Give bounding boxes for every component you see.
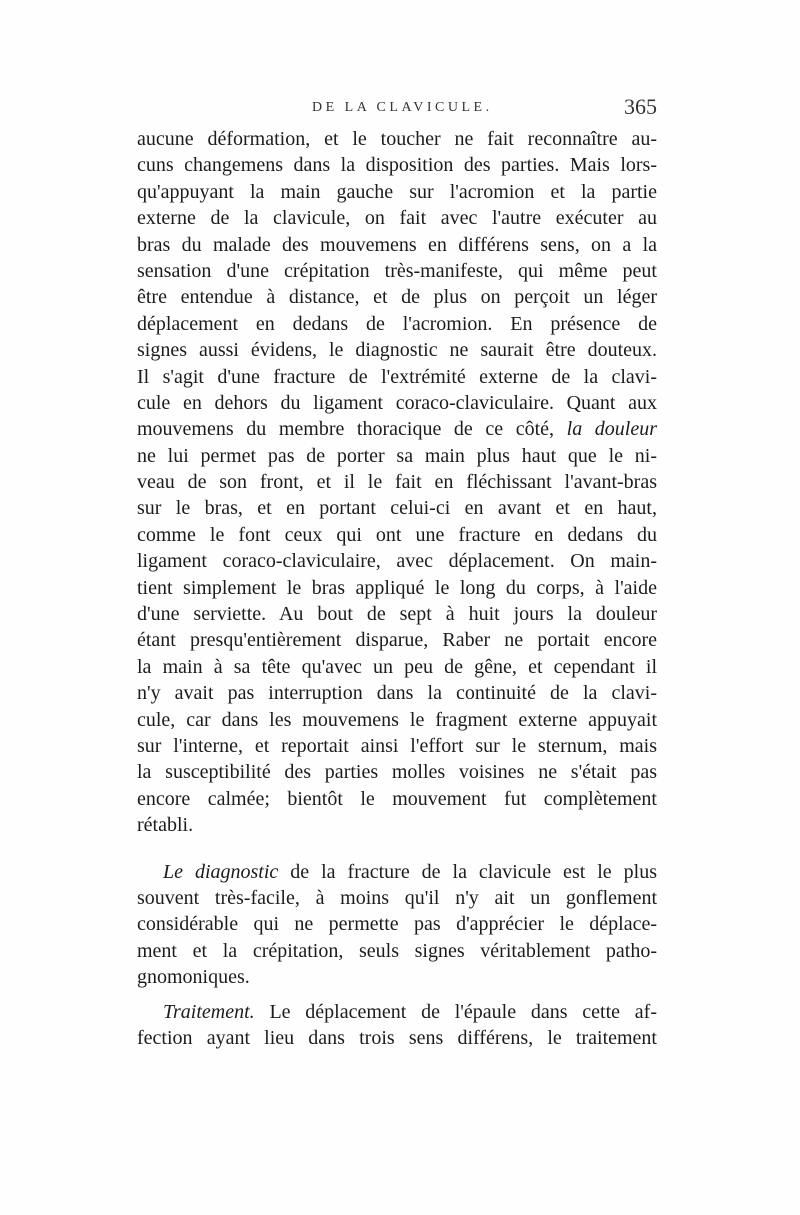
text-line: veau de son front, et il le fait en fléchissant l'avant-bras <box>137 471 657 494</box>
paragraph-traitement <box>137 999 657 1052</box>
text-line: bras du malade des mouvemens en différens sens, on a la <box>137 233 657 256</box>
text-line: ne lui permet pas de porter sa main plus haut que le ni- <box>137 444 657 467</box>
text-line: Il s'agit d'une fracture de l'extrémité externe de la clavi- <box>137 365 657 388</box>
text-line: aucune déformation, et le toucher ne fait reconnaître au- <box>137 128 657 150</box>
text-line-mixed <box>137 859 657 885</box>
italic-phrase-douleur: la douleur <box>566 418 657 441</box>
text-line: qu'appuyant la main gauche sur l'acromion et la partie <box>137 180 657 203</box>
text-line: ligament coraco-claviculaire, avec déplacement. On main- <box>137 550 657 573</box>
text-line: fection ayant lieu dans trois sens différens, le traitement <box>137 1026 657 1049</box>
text-line-mixed <box>137 416 657 442</box>
text-line: la main à sa tête qu'avec un peu de gêne, et cependant il <box>137 655 657 678</box>
text-line: sur le bras, et en portant celui-ci en avant et en haut, <box>137 497 657 520</box>
text-line: sur l'interne, et reportait ainsi l'effort sur le sternum, mais <box>137 734 657 757</box>
italic-lead-diagnostic: Le diagnostic <box>163 860 279 883</box>
text-line: déplacement en dedans de l'acromion. En présence de <box>137 312 657 335</box>
text-line: signes aussi évidens, le diagnostic ne saurait être douteux. <box>137 339 657 362</box>
text-line: comme le font ceux qui ont une fracture en dedans du <box>137 523 657 546</box>
text-line: cule en dehors du ligament coraco-claviculaire. Quant aux <box>137 391 657 414</box>
italic-lead-traitement: Traitement. <box>163 1000 255 1023</box>
text-line: souvent très-facile, à moins qu'il n'y ait un gonflement <box>137 886 657 909</box>
body-text <box>137 126 657 1051</box>
text-line: cule, car dans les mouvemens le fragment externe appuyait <box>137 708 657 731</box>
text-line: sensation d'une crépitation très-manifeste, qui même peut <box>137 259 657 282</box>
text-segment: mouvemens du membre thoracique de ce côté, <box>137 418 555 441</box>
text-line: n'y avait pas interruption dans la continuité de la clavi- <box>137 682 657 705</box>
paragraph-diagnostic <box>137 859 657 991</box>
text-line: d'une serviette. Au bout de sept à huit jours la douleur <box>137 603 657 626</box>
text-line: rétabli. <box>137 814 194 837</box>
paragraph-gap <box>137 991 657 999</box>
text-line: gnomoniques. <box>137 966 250 989</box>
text-line: ment et la crépitation, seuls signes véritablement patho- <box>137 939 657 962</box>
paragraph-case-description <box>137 126 657 839</box>
text-line: tient simplement le bras appliqué le long du corps, à l'aide <box>137 576 657 599</box>
text-segment: de la fracture de la clavicule est le plus <box>290 860 657 883</box>
text-segment: Le déplacement de l'épaule dans cette af- <box>269 1000 657 1023</box>
paragraph-gap <box>137 839 657 859</box>
text-line: cuns changemens dans la disposition des parties. Mais lors- <box>137 154 657 177</box>
page-header <box>137 94 657 124</box>
page-number: 365 <box>624 94 657 119</box>
text-line: encore calmée; bientôt le mouvement fut complètement <box>137 787 657 810</box>
text-line: considérable qui ne permette pas d'apprécier le déplace- <box>137 913 657 936</box>
text-line-mixed <box>137 999 657 1025</box>
text-line: étant presqu'entièrement disparue, Raber ne portait encore <box>137 629 657 652</box>
text-line: externe de la clavicule, on fait avec l'autre exécuter au <box>137 207 657 230</box>
running-title: DE LA CLAVICULE. <box>312 100 493 115</box>
text-line: la susceptibilité des parties molles voisines ne s'était pas <box>137 761 657 784</box>
text-line: être entendue à distance, et de plus on perçoit un léger <box>137 286 657 309</box>
